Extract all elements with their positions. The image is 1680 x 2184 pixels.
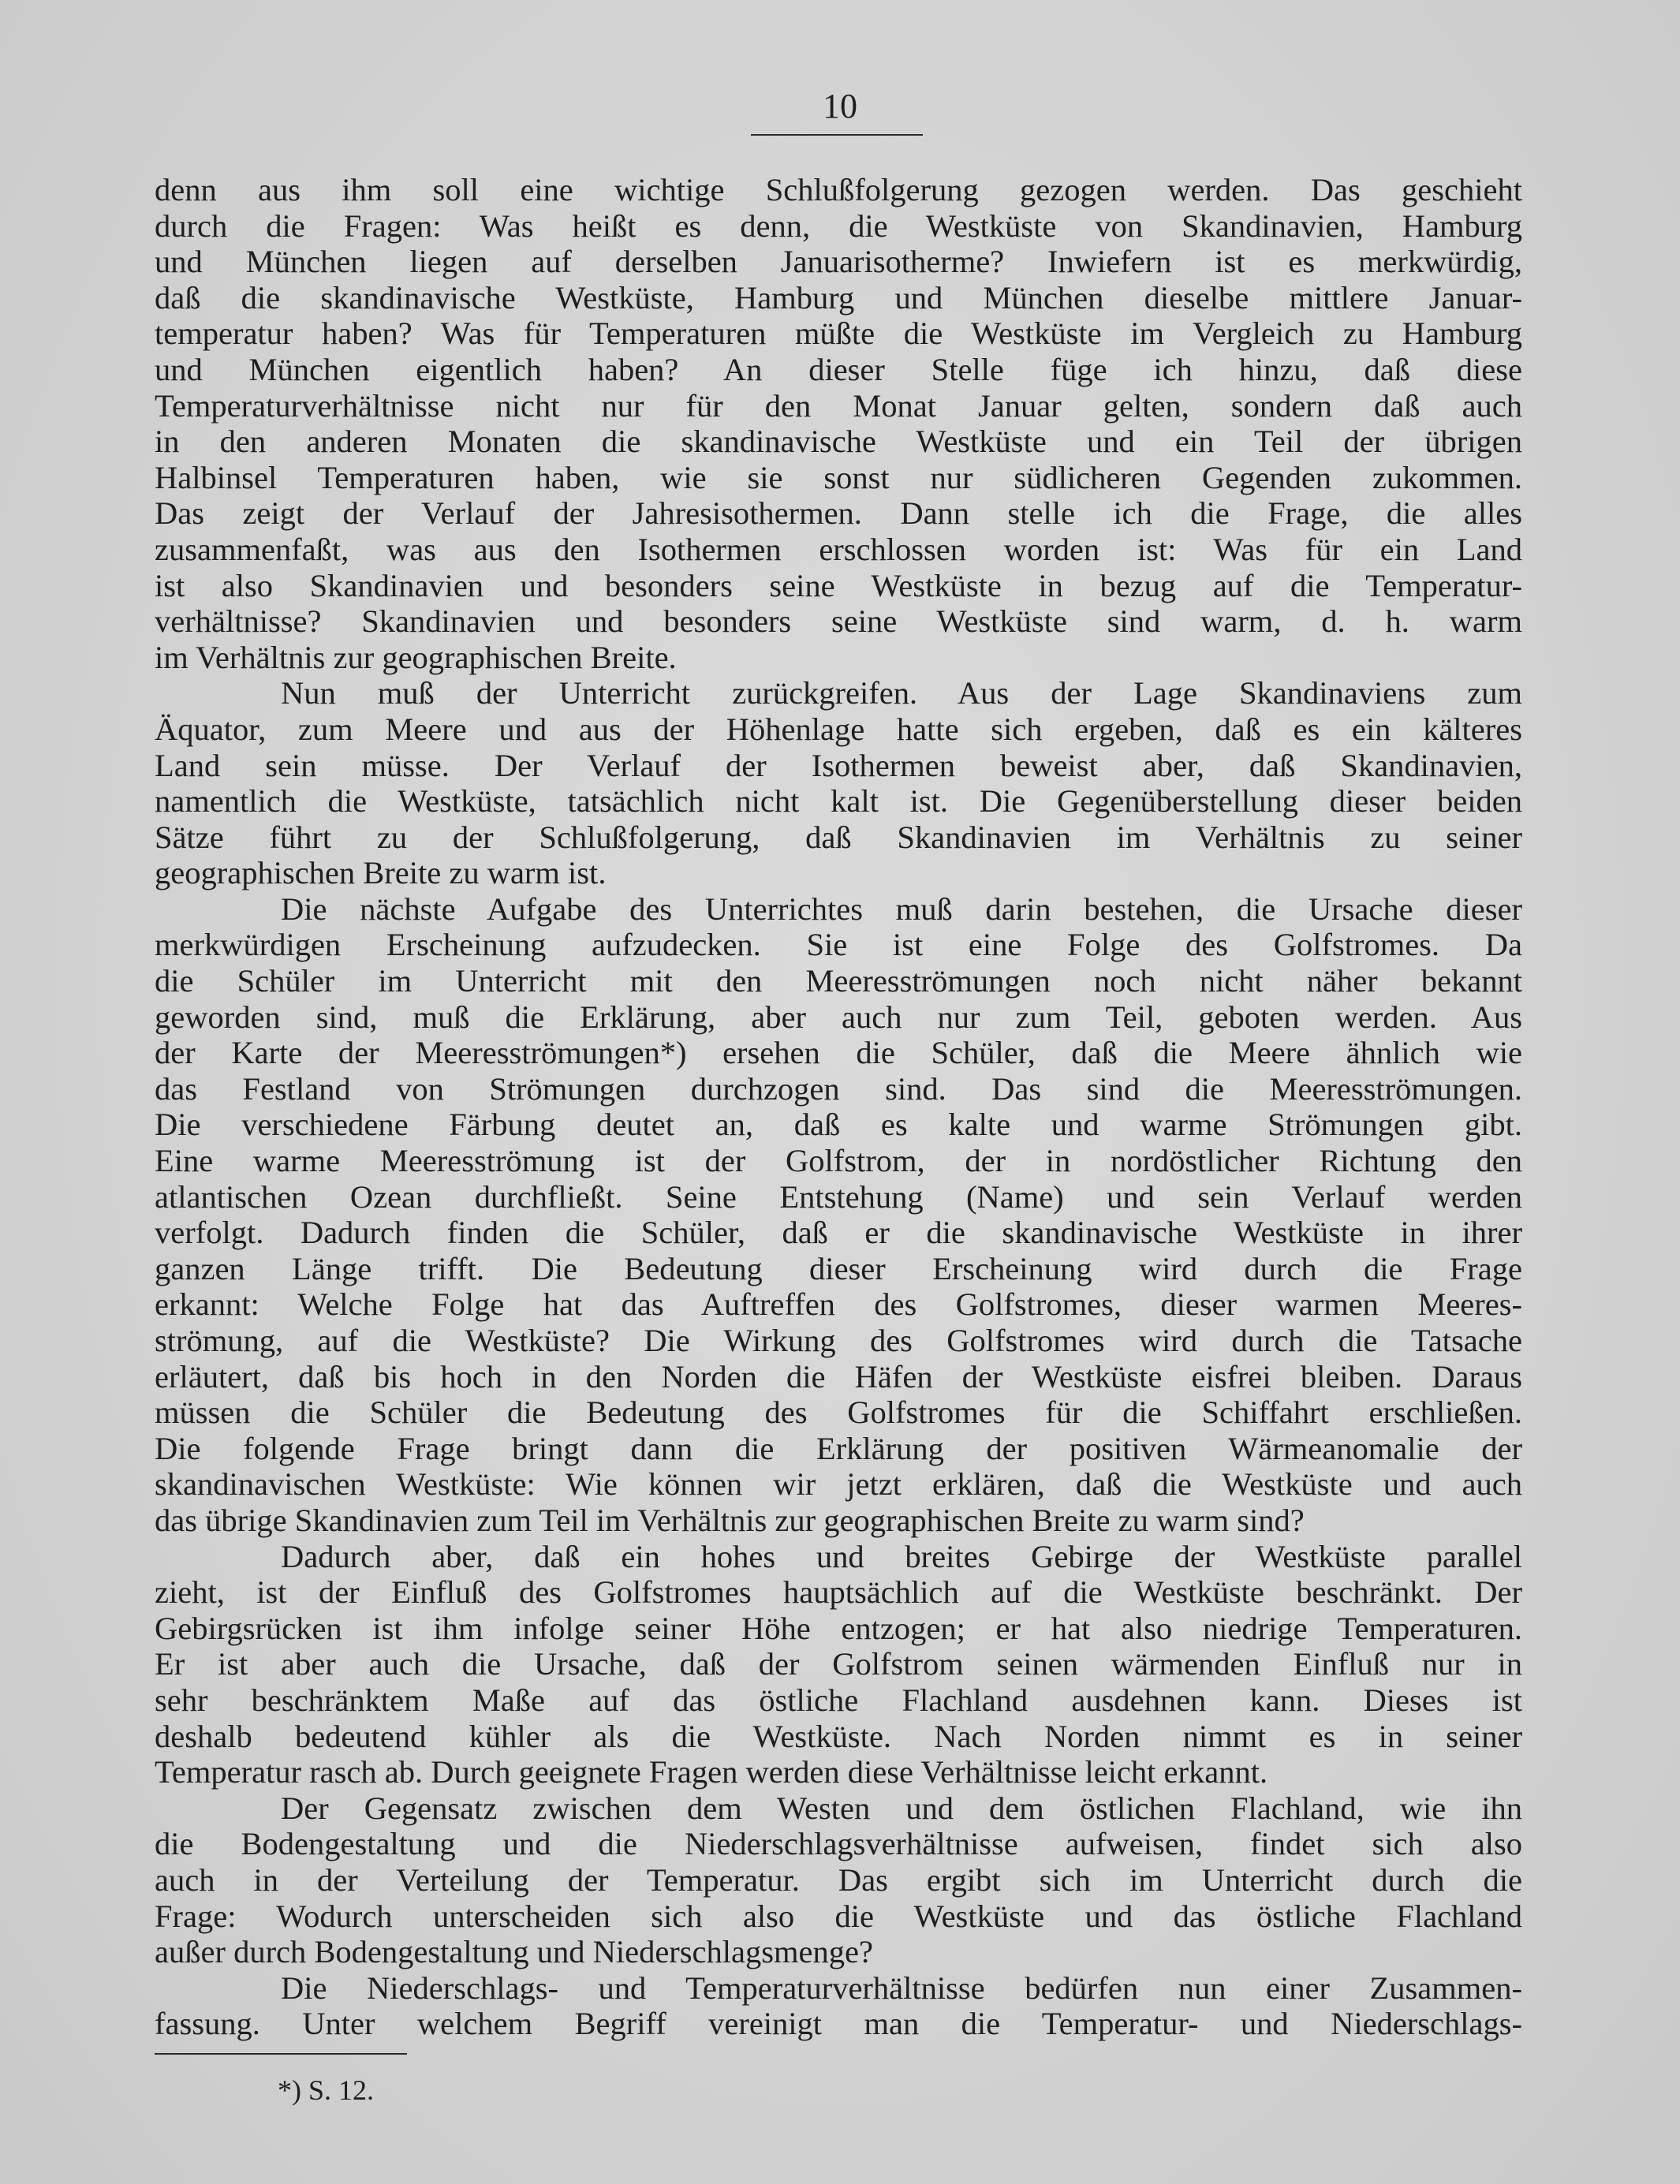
text-line: verfolgt. Dadurch finden die Schüler, daß er die skandinavische Westküste in ihrer [155, 1215, 1522, 1251]
text-line: Dadurch aber, daß ein hohes und breites Gebirge der Westküste parallel [281, 1538, 1522, 1574]
footnote-rule [155, 2053, 407, 2055]
footnote: *) S. 12. [278, 2074, 375, 2106]
text-line: strömung, auf die Westküste? Die Wirkung des Golfstromes wird durch die Tatsache [155, 1323, 1522, 1358]
text-line: und München liegen auf derselben Januarisotherme? Inwiefern ist es merkwürdig, [155, 244, 1522, 280]
text-line: Die Niederschlags- und Temperaturverhältnisse bedürfen nun einer Zusammen- [281, 1969, 1522, 2006]
text-line: atlantischen Ozean durchfließt. Seine Entstehung (Name) und sein Verlauf werden [155, 1178, 1522, 1215]
text-line: Äquator, zum Meere und aus der Höhenlage hatte sich ergeben, daß es ein kälteres [155, 711, 1522, 747]
text-line: verhältnisse? Skandinavien und besonders seine Westküste sind warm, d. h. warm [155, 603, 1522, 640]
text-line: müssen die Schüler die Bedeutung des Golfstromes für die Schiffahrt erschließen. [155, 1394, 1522, 1431]
text-line: deshalb bedeutend kühler als die Westküste. Nach Norden nimmt es in seiner [155, 1718, 1522, 1754]
text-line: die Schüler im Unterricht mit den Meeresströmungen noch nicht näher bekannt [155, 963, 1522, 999]
text-line: sehr beschränktem Maße auf das östliche Flachland ausdehnen kann. Dieses ist [155, 1682, 1522, 1718]
paragraph-4 [155, 1539, 1522, 1790]
text-line: zieht, ist der Einfluß des Golfstromes hauptsächlich auf die Westküste beschränkt. Der [155, 1574, 1522, 1611]
text-line: temperatur haben? Was für Temperaturen müßte die Westküste im Vergleich zu Hamburg [155, 315, 1522, 352]
paragraph-3 [155, 891, 1522, 1539]
text-line: Land sein müsse. Der Verlauf der Isothermen beweist aber, daß Skandinavien, [155, 747, 1522, 783]
text-line: erläutert, daß bis hoch in den Norden die Häfen der Westküste eisfrei bleiben. Daraus [155, 1358, 1522, 1394]
text-line: geographischen Breite zu warm ist. [155, 855, 607, 891]
text-line: Nun muß der Unterricht zurückgreifen. Aus der Lage Skandinaviens zum [281, 675, 1522, 711]
text-line: der Karte der Meeresströmungen*) ersehen die Schüler, daß die Meere ähnlich wie [155, 1035, 1522, 1071]
text-line: und München eigentlich haben? An dieser Stelle füge ich hinzu, daß diese [155, 351, 1522, 387]
text-line: Die verschiedene Färbung deutet an, daß es kalte und warme Strömungen gibt. [155, 1107, 1522, 1143]
text-line: Die folgende Frage bringt dann die Erklärung der positiven Wärmeanomalie der [155, 1430, 1522, 1466]
text-line: das Festland von Strömungen durchzogen sind. Das sind die Meeresströmungen. [155, 1070, 1522, 1107]
text-line: denn aus ihm soll eine wichtige Schlußfolgerung gezogen werden. Das geschieht [155, 172, 1522, 207]
text-line: Sätze führt zu der Schlußfolgerung, daß Skandinavien im Verhältnis zu seiner [155, 819, 1522, 855]
text-line: erkannt: Welche Folge hat das Auftreffen des Golfstromes, dieser warmen Meeres- [155, 1286, 1522, 1323]
text-line: geworden sind, muß die Erklärung, aber auch nur zum Teil, geboten werden. Aus [155, 999, 1522, 1035]
text-line: durch die Fragen: Was heißt es denn, die Westküste von Skandinavien, Hamburg [155, 207, 1522, 244]
text-line: Temperatur rasch ab. Durch geeignete Fragen werden diese Verhältnisse leicht erkannt. [155, 1754, 1268, 1790]
text-line: das übrige Skandinavien zum Teil im Verhältnis zur geographischen Breite zu warm sind? [155, 1502, 1305, 1538]
text-line: in den anderen Monaten die skandinavische Westküste und ein Teil der übrigen [155, 424, 1522, 460]
text-line: skandinavischen Westküste: Wie können wir jetzt erklären, daß die Westküste und auch [155, 1466, 1522, 1503]
text-line: Das zeigt der Verlauf der Jahresisothermen. Dann stelle ich die Frage, die alles [155, 495, 1522, 532]
text-line: Frage: Wodurch unterscheiden sich also die Westküste und das östliche Flachland [155, 1898, 1522, 1934]
text-line: auch in der Verteilung der Temperatur. Das ergibt sich im Unterricht durch die [155, 1861, 1522, 1898]
text-line: zusammenfaßt, was aus den Isothermen erschlossen worden ist: Was für ein Land [155, 531, 1522, 567]
page-number: 10 [823, 87, 857, 125]
paragraph-5 [155, 1790, 1522, 1970]
text-line: Temperaturverhältnisse nicht nur für den Monat Januar gelten, sondern daß auch [155, 387, 1522, 424]
text-line: namentlich die Westküste, tatsächlich nicht kalt ist. Die Gegenüberstellung dieser beiden [155, 783, 1522, 819]
text-line: die Bodengestaltung und die Niederschlagsverhältnisse aufweisen, findet sich also [155, 1826, 1522, 1862]
text-line: Der Gegensatz zwischen dem Westen und dem östlichen Flachland, wie ihn [281, 1790, 1522, 1826]
text-line: Gebirgsrücken ist ihm infolge seiner Höhe entzogen; er hat also niedrige Temperaturen. [155, 1610, 1522, 1646]
text-line: daß die skandinavische Westküste, Hamburg und München dieselbe mittlere Januar- [155, 279, 1522, 315]
page-number-rule [751, 134, 923, 136]
text-line: Eine warme Meeresströmung ist der Golfstrom, der in nordöstlicher Richtung den [155, 1143, 1522, 1179]
body-text [155, 172, 1522, 2042]
text-line: im Verhältnis zur geographischen Breite. [155, 639, 677, 675]
text-line: Er ist aber auch die Ursache, daß der Golfstrom seinen wärmenden Einfluß nur in [155, 1646, 1522, 1682]
text-line: merkwürdigen Erscheinung aufzudecken. Sie ist eine Folge des Golfstromes. Da [155, 927, 1522, 963]
text-line: ist also Skandinavien und besonders seine Westküste in bezug auf die Temperatur- [155, 567, 1522, 603]
text-line: fassung. Unter welchem Begriff vereinigt man die Temperatur- und Niederschlags- [155, 2006, 1522, 2042]
text-line: Halbinsel Temperaturen haben, wie sie sonst nur südlicheren Gegenden zukommen. [155, 459, 1522, 495]
text-line: außer durch Bodengestaltung und Niederschlagsmenge? [155, 1934, 873, 1970]
paragraph-2 [155, 675, 1522, 891]
paragraph-1 [155, 172, 1522, 675]
text-line: Die nächste Aufgabe des Unterrichtes muß darin bestehen, die Ursache dieser [281, 890, 1522, 927]
text-line: ganzen Länge trifft. Die Bedeutung dieser Erscheinung wird durch die Frage [155, 1250, 1522, 1286]
paragraph-6 [155, 1970, 1522, 2042]
